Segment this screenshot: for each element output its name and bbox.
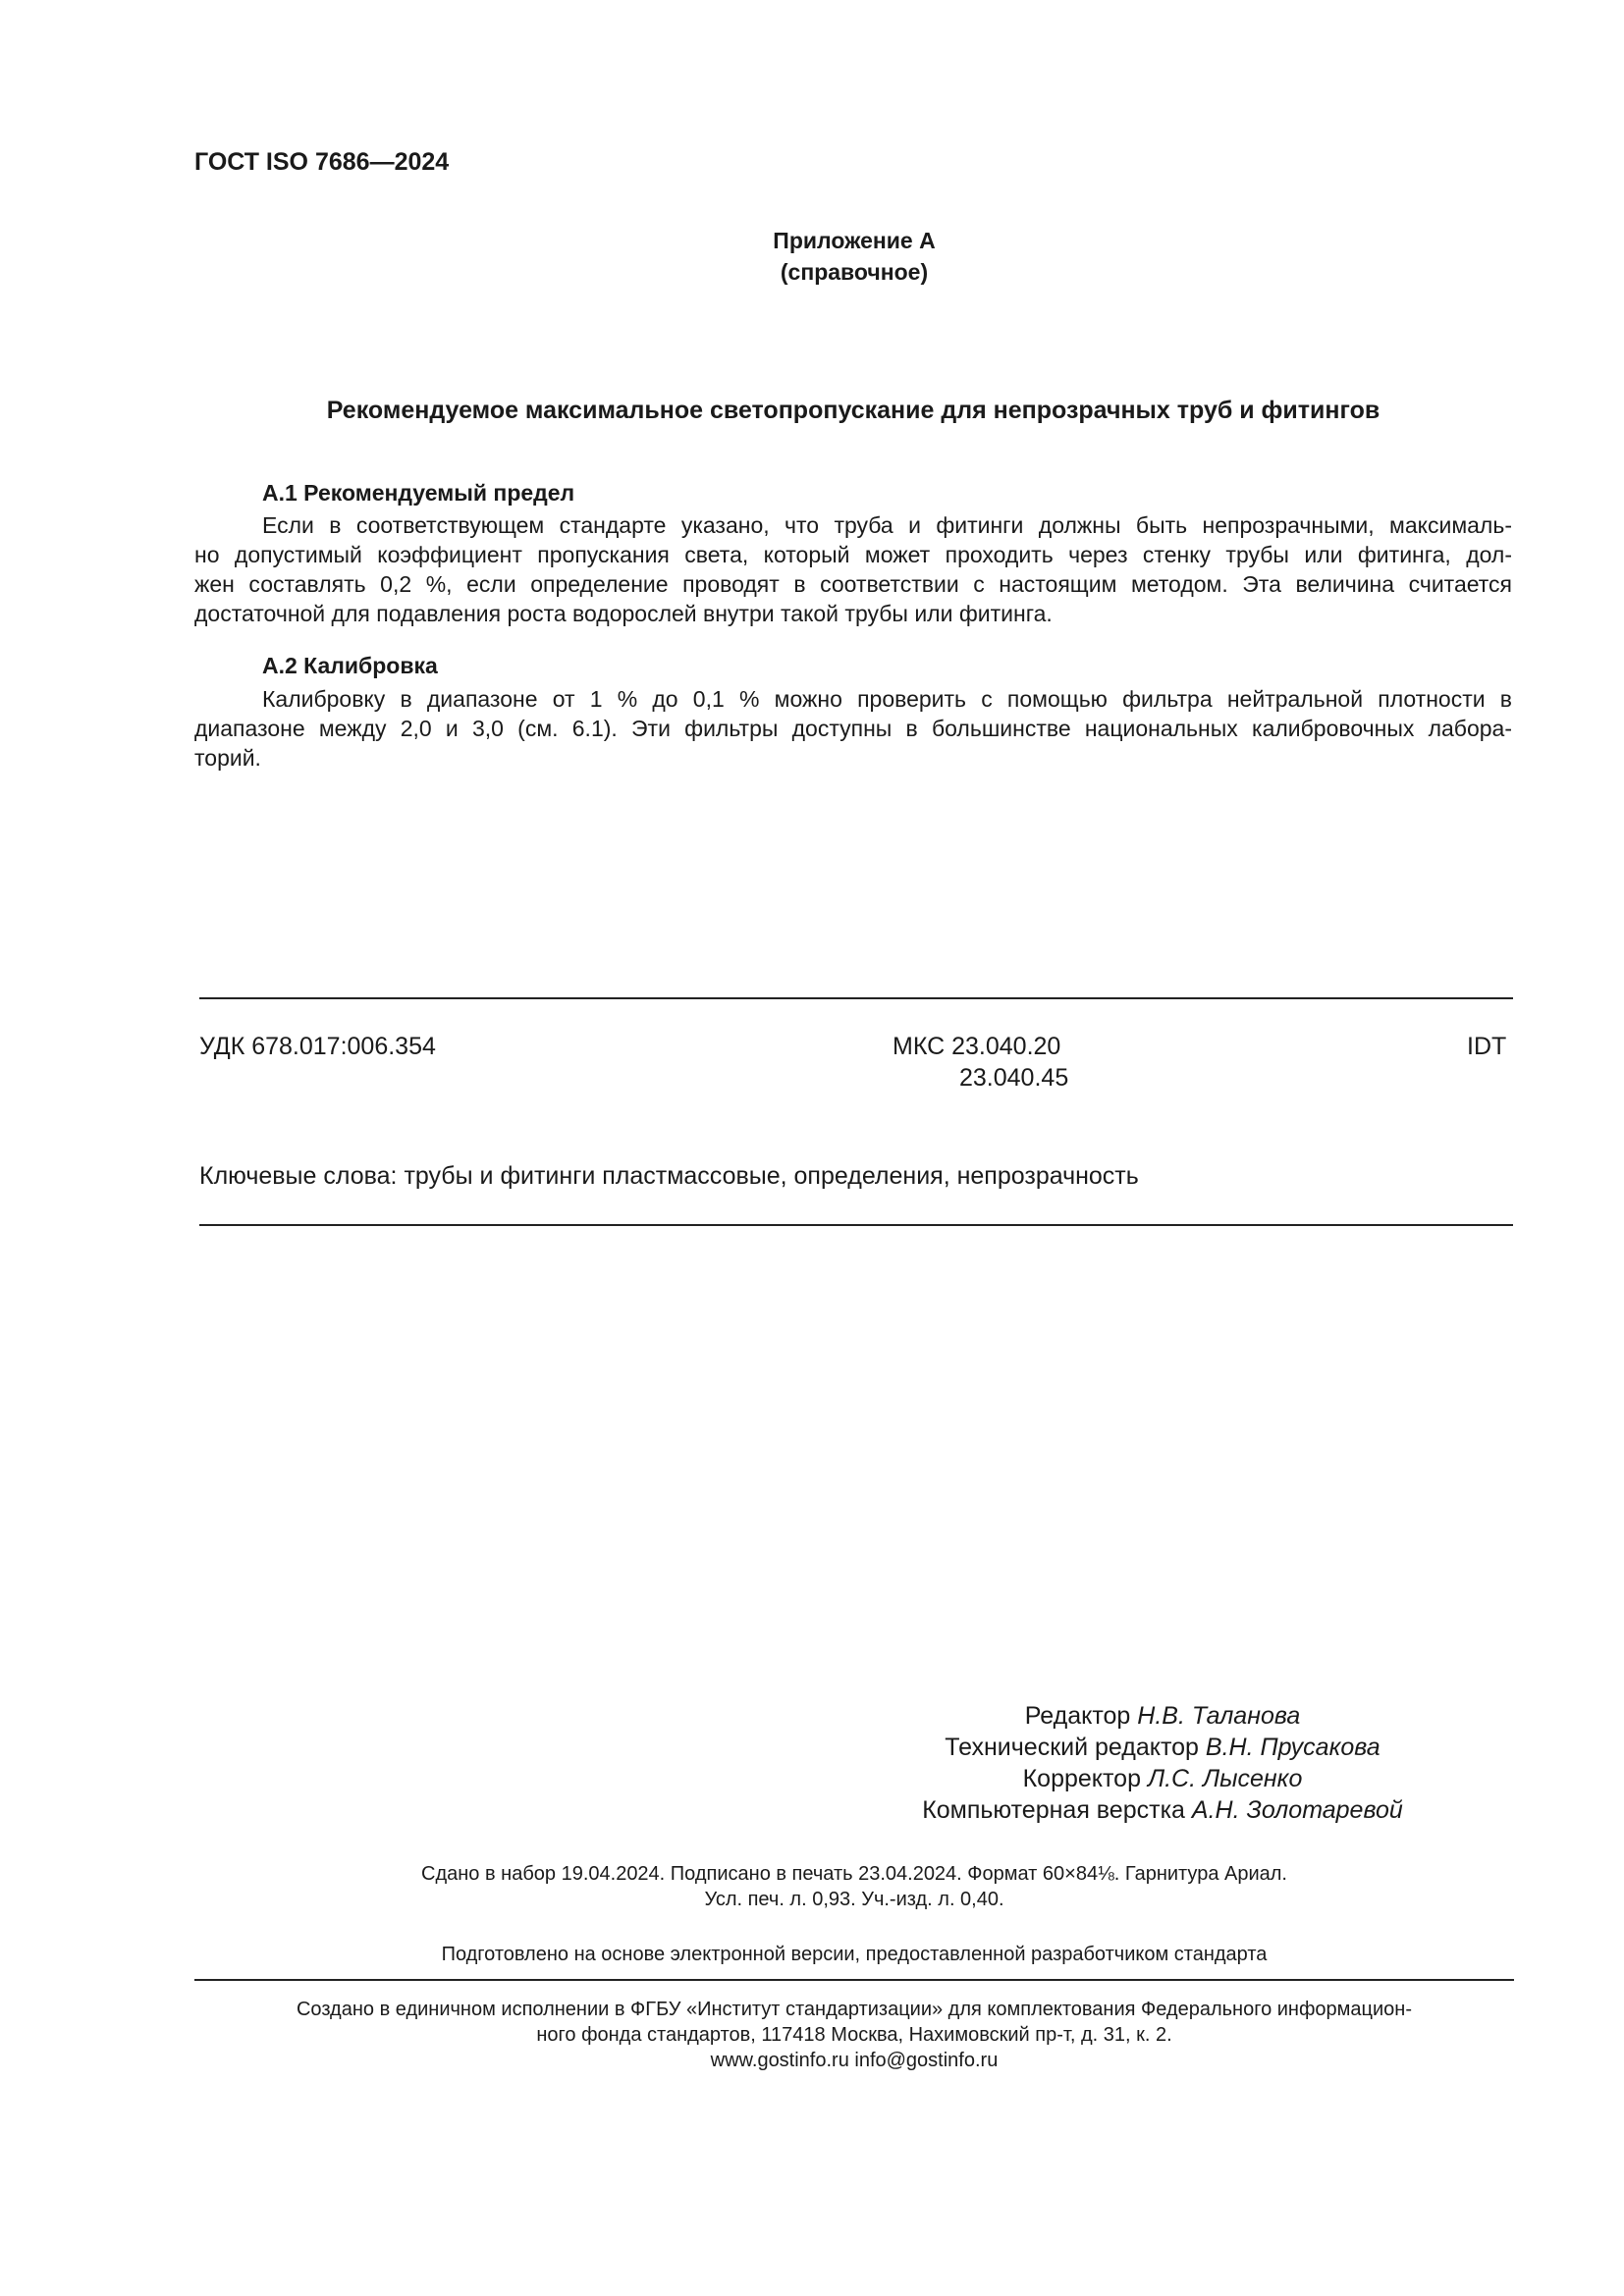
divider-bottom (199, 1224, 1513, 1226)
keywords: Ключевые слова: трубы и фитинги пластмассовые, определения, непрозрачность (199, 1162, 1139, 1190)
credit-corrector (672, 1765, 1624, 1793)
section-heading-a2: А.2 Калибровка (262, 653, 438, 678)
document-code: ГОСТ ISO 7686—2024 (194, 148, 450, 176)
mks-code-1: МКС 23.040.20 (893, 1033, 1061, 1060)
credit-role: Корректор (1022, 1765, 1141, 1792)
paragraph-line: Калибровку в диапазоне от 1 % до 0,1 % можно проверить с помощью фильтра нейтральной плотности в (262, 686, 1512, 712)
credit-name: В.Н. Прусакова (1205, 1734, 1380, 1761)
credit-role: Компьютерная верстка (922, 1796, 1185, 1824)
imprint-line-1: Сдано в набор 19.04.2024. Подписано в печать 23.04.2024. Формат 60×84⅛. Гарнитура Ариал. (421, 1863, 1287, 1885)
paragraph-line: но допустимый коэффициент пропускания света, который может проходить через стенку трубы или фитинга, дол- (194, 542, 1512, 567)
paragraph-line: жен составлять 0,2 %, если определение проводят в соответствии с настоящим методом. Эта величина считается (194, 571, 1512, 597)
credit-layout (672, 1796, 1624, 1825)
footer-line-1: Создано в единичном исполнении в ФГБУ «Институт стандартизации» для комплектования Федерального информацион- (296, 1999, 1412, 2020)
credit-name: Л.С. Лысенко (1147, 1765, 1303, 1792)
credit-name: Н.В. Таланова (1137, 1702, 1301, 1730)
credit-tech-editor (672, 1734, 1624, 1762)
section-body-a1 (194, 510, 1512, 628)
udk-code: УДК 678.017:006.354 (199, 1033, 436, 1060)
footer-contacts: www.gostinfo.ru info@gostinfo.ru (710, 2050, 999, 2071)
document-title: Рекомендуемое максимальное светопропускание для непрозрачных труб и фитингов (326, 397, 1380, 424)
prepared-note: Подготовлено на основе электронной версии, предоставленной разработчиком стандарта (441, 1944, 1268, 1965)
idt-label: IDT (1467, 1033, 1507, 1060)
section-heading-a1: А.1 Рекомендуемый предел (262, 480, 575, 506)
credit-role: Редактор (1024, 1702, 1131, 1730)
footer-line-2: ного фонда стандартов, 117418 Москва, Нахимовский пр-т, д. 31, к. 2. (536, 2024, 1172, 2046)
paragraph-line: достаточной для подавления роста водорослей внутри такой трубы или фитинга. (194, 601, 1053, 626)
paragraph-line: Если в соответствующем стандарте указано, что труба и фитинги должны быть непрозрачными, максималь- (262, 512, 1512, 538)
credit-role: Технический редактор (945, 1734, 1199, 1761)
divider-top (199, 997, 1513, 999)
mks-code-2: 23.040.45 (959, 1064, 1069, 1092)
credit-editor (672, 1702, 1624, 1731)
paragraph-line: диапазоне между 2,0 и 3,0 (см. 6.1). Эти фильтры доступны в большинстве национальных калибровочных лабора- (194, 716, 1512, 741)
footer-divider (194, 1979, 1514, 1981)
section-body-a2 (194, 684, 1512, 773)
paragraph-line: торий. (194, 745, 261, 771)
appendix-subtitle: (справочное) (780, 259, 929, 285)
appendix-title: Приложение А (773, 228, 936, 253)
imprint-line-2: Усл. печ. л. 0,93. Уч.-изд. л. 0,40. (704, 1889, 1004, 1910)
credit-name: А.Н. Золотаревой (1191, 1796, 1403, 1824)
